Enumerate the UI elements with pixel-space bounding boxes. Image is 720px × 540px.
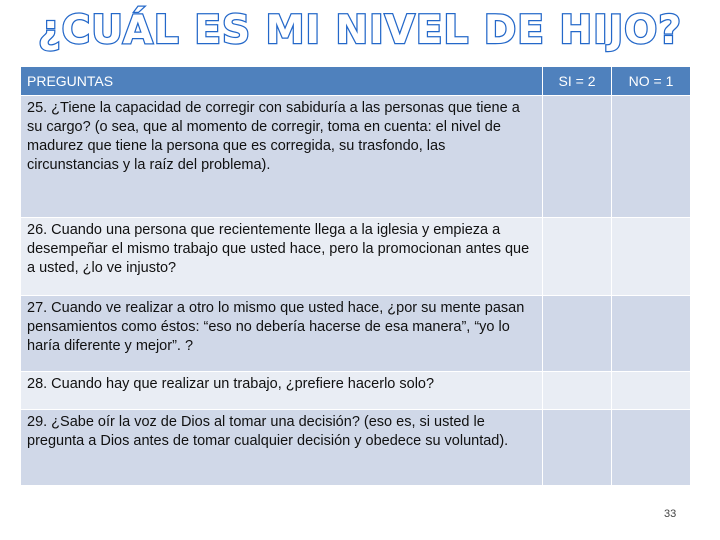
answer-si-cell[interactable] [543, 296, 612, 372]
answer-si-cell[interactable] [543, 372, 612, 410]
table-row [21, 218, 691, 296]
table-header-row [21, 67, 691, 96]
question-cell: 27. Cuando ve realizar a otro lo mismo que usted hace, ¿por su mente pasan pensamientos como éstos: “eso no debería hacerse de esa manera”, “yo lo haría diferente y mejor”. ? [21, 296, 543, 372]
question-cell: 28. Cuando hay que realizar un trabajo, ¿prefiere hacerlo solo? [21, 372, 543, 410]
header-questions: PREGUNTAS [21, 67, 543, 96]
answer-no-cell[interactable] [612, 372, 691, 410]
answer-si-cell[interactable] [543, 218, 612, 296]
page-number: 33 [664, 508, 677, 520]
table-row [21, 410, 691, 486]
answer-no-cell[interactable] [612, 96, 691, 218]
answer-no-cell[interactable] [612, 410, 691, 486]
header-si: SI = 2 [543, 67, 612, 96]
question-cell: 26. Cuando una persona que recientemente llega a la iglesia y empieza a desempeñar el mismo trabajo que usted hace, pero la promocionan antes que a usted, ¿lo ve injusto? [21, 218, 543, 296]
question-cell: 25. ¿Tiene la capacidad de corregir con sabiduría a las personas que tiene a su cargo? (o sea, que al momento de corregir, toma en cuenta: el nivel de madurez que tiene la persona que es corregida, su trasfondo, las circunstancias y la raíz del problema). [21, 96, 543, 218]
page-title: ¿CUÁL ES MI NIVEL DE HIJO? [38, 8, 682, 53]
answer-si-cell[interactable] [543, 96, 612, 218]
answer-no-cell[interactable] [612, 218, 691, 296]
answer-no-cell[interactable] [612, 296, 691, 372]
header-no: NO = 1 [612, 67, 691, 96]
table-row [21, 96, 691, 218]
answer-si-cell[interactable] [543, 410, 612, 486]
table-row [21, 372, 691, 410]
question-cell: 29. ¿Sabe oír la voz de Dios al tomar una decisión? (eso es, si usted le pregunta a Dios antes de tomar cualquier decisión y obedece su voluntad). [21, 410, 543, 486]
questionnaire-table [20, 66, 691, 486]
table-row [21, 296, 691, 372]
